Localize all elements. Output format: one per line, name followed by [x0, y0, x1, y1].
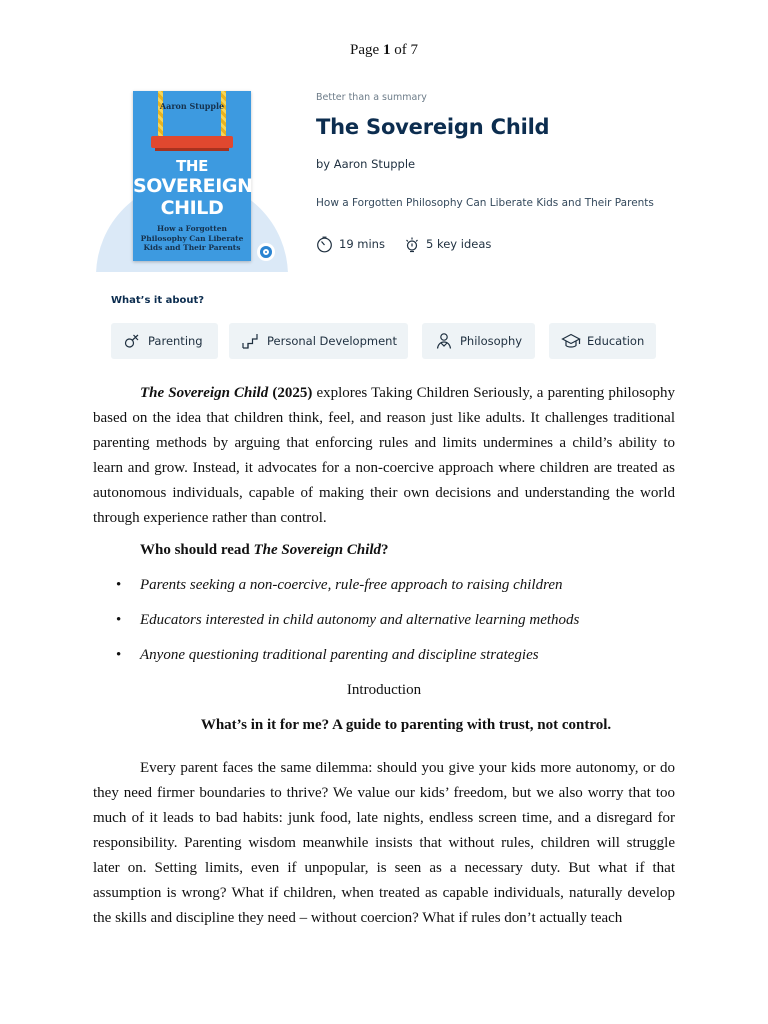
- page-total: 7: [410, 42, 418, 58]
- body-paragraph: Every parent faces the same dilemma: should you give your kids more autonomy, or do they need firmer boundaries to thrive? We value our kids’ freedom, but we also worry that too much of it leads to bad habits: junk food, late nights, endless screen time, and a disregard for responsibility. Parenting wisdom meanwhile insists that without rules, children will struggle later on. Setting limits, even if unpopular, is seen as a necessary duty. But what if that assumption is wrong? What if children, when treated as capable individuals, naturally develop the skills and discipline they need – without coercion? What if rules don’t actually teach: [93, 760, 675, 926]
- graduation-cap-icon: [561, 332, 581, 350]
- pacifier-icon: [123, 332, 142, 350]
- author-byline: by Aaron Stupple: [316, 157, 416, 171]
- cover-title-line2: SOVEREIGN: [133, 175, 253, 197]
- section-heading: Introduction: [346, 682, 422, 698]
- stopwatch-icon: [316, 236, 333, 253]
- who-suffix: ?: [381, 542, 389, 558]
- category-label: Philosophy: [460, 334, 523, 348]
- swing-seat: [151, 136, 233, 148]
- book-cover-area: [96, 88, 288, 272]
- audio-badge-icon: [257, 243, 275, 261]
- cover-title-line3: CHILD: [160, 197, 224, 219]
- section-subheading: What’s in it for me? A guide to parenting with trust, not control.: [200, 717, 612, 733]
- category-label: Personal Development: [267, 334, 397, 348]
- category-chip-personal-development[interactable]: [229, 323, 408, 359]
- swing-rope-left: [158, 91, 163, 139]
- key-ideas-meta: [404, 234, 491, 254]
- book-subtitle: How a Forgotten Philosophy Can Liberate Kids and Their Parents: [316, 197, 654, 209]
- description-text: explores Taking Children Seriously, a parenting philosophy based on the idea that children think, feel, and reason just like adults. It challenges traditional parenting methods by arguing that enforcing rules and limits undermines a child’s ability to learn and grow. Instead, it advocates for a non-coercive approach where children are treated as autonomous individuals, capable of making their own decisions and understanding the world through experience rather than control.: [93, 385, 675, 526]
- lightbulb-icon: [404, 236, 420, 253]
- cover-title: [133, 157, 251, 219]
- duration-text: 19 mins: [339, 237, 385, 251]
- category-label: Parenting: [148, 334, 203, 348]
- book-title: The Sovereign Child: [316, 115, 550, 139]
- duration-meta: [316, 234, 385, 254]
- who-prefix: Who should read: [140, 542, 250, 558]
- swing-rope-right: [221, 91, 226, 139]
- category-chip-education[interactable]: [549, 323, 656, 359]
- cover-subtitle: How a Forgotten Philosophy Can Liberate Kids and Their Parents: [140, 224, 244, 252]
- audience-item: • Educators interested in child autonomy and alternative learning methods: [140, 612, 579, 629]
- page-number: [0, 42, 768, 59]
- description-book-title: The Sovereign Child: [140, 385, 269, 401]
- audience-item: • Anyone questioning traditional parenting and discipline strategies: [140, 647, 539, 664]
- stairs-icon: [241, 332, 261, 350]
- page-of: of: [394, 42, 407, 58]
- page-label: Page: [350, 42, 380, 58]
- tagline: Better than a summary: [316, 92, 427, 103]
- cover-title-line1: THE: [176, 157, 208, 175]
- thinker-icon: [434, 332, 454, 350]
- description-paragraph: [93, 381, 675, 531]
- description-year: (2025): [272, 385, 313, 401]
- book-cover[interactable]: [133, 91, 251, 261]
- audience-item: • Parents seeking a non-coercive, rule-free approach to raising children: [140, 577, 563, 594]
- category-chip-parenting[interactable]: [111, 323, 218, 359]
- who-title: The Sovereign Child: [253, 542, 382, 558]
- who-should-read-heading: [140, 542, 389, 559]
- page-current: 1: [382, 42, 391, 58]
- cover-author: Aaron Stupple: [159, 101, 225, 111]
- category-chip-philosophy[interactable]: [422, 323, 535, 359]
- category-label: Education: [587, 334, 645, 348]
- about-label: What’s it about?: [111, 295, 205, 306]
- key-ideas-text: 5 key ideas: [426, 237, 492, 251]
